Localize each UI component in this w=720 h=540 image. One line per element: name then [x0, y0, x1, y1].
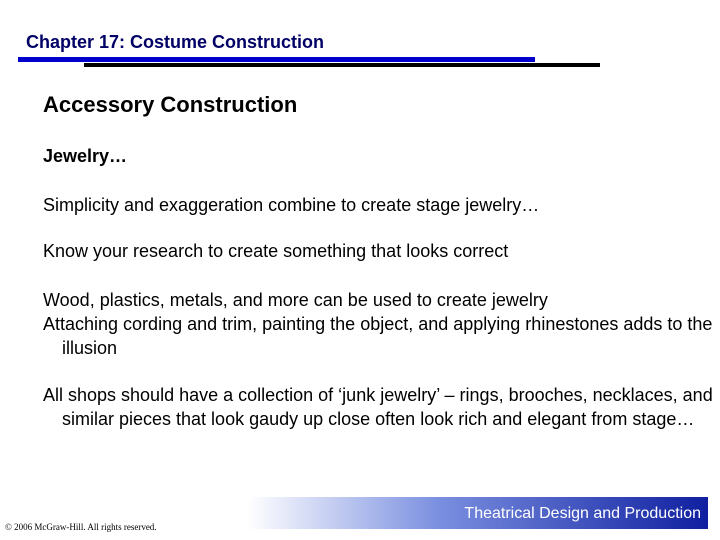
slide-title: Accessory Construction — [43, 92, 298, 117]
footer-label: Theatrical Design and Production — [464, 505, 701, 522]
paragraph-materials: Wood, plastics, metals, and more can be used to create jewelry — [43, 290, 548, 310]
slide-subhead: Jewelry… — [43, 146, 128, 166]
copyright-notice: © 2006 McGraw-Hill. All rights reserved. — [5, 522, 157, 532]
chapter-title: Chapter 17: Costume Construction — [26, 32, 325, 52]
header-rule-black — [84, 63, 600, 67]
paragraph-simplicity: Simplicity and exaggeration combine to create stage jewelry… — [43, 195, 540, 215]
paragraph-attaching: Attaching cording and trim, painting the object, and applying rhinestones adds to the illusion — [43, 314, 713, 358]
paragraph-junk-jewelry: All shops should have a collection of ‘junk jewelry’ – rings, brooches, necklaces, and similar pieces that look gaudy up close often look rich and elegant from stage… — [43, 385, 713, 429]
paragraph-research: Know your research to create something that looks correct — [43, 241, 509, 261]
header-rule-blue — [18, 57, 535, 62]
